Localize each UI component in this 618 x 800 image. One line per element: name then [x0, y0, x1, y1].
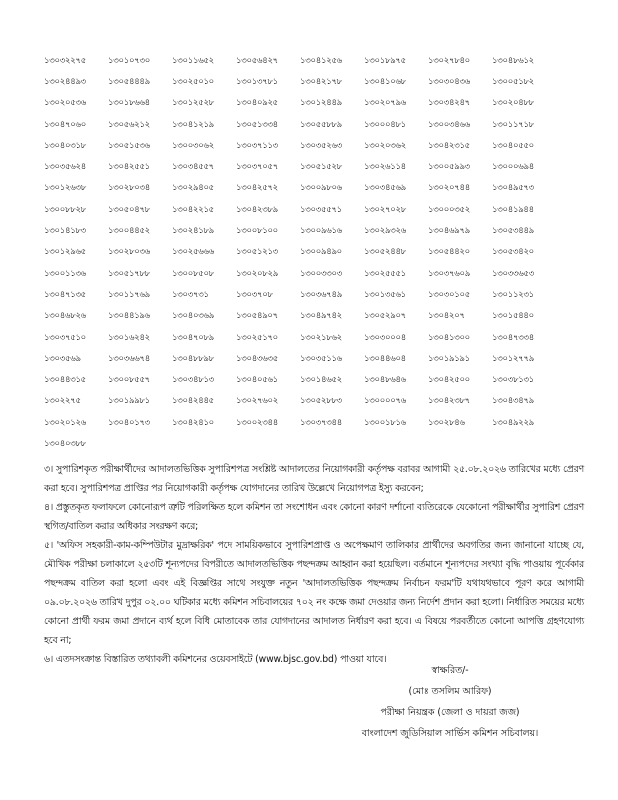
roll-number-cell: ১৩০৪০৫৬১	[236, 374, 278, 385]
roll-number-cell: ১৩০৪৯৫৭৩	[492, 182, 534, 193]
roll-number-cell: ১৩০১১৬৫২	[172, 54, 214, 65]
roll-row	[44, 327, 548, 348]
roll-number-cell: ১৩০৩৫৬২৪	[44, 161, 86, 172]
roll-number-cell: ১৩০৩৪৮১৩	[172, 374, 214, 385]
roll-number-cell: ১৩০১৪৬৫২	[300, 374, 342, 385]
roll-number-cell: ১৩০২০৫৩৬	[44, 97, 86, 108]
roll-number-cell: ১৩০৪৭৩৩৪	[492, 331, 534, 342]
roll-number-cell: ১৩০২৭৬০২	[236, 395, 278, 406]
roll-number-cell: ১৩০২৮০৩৬	[108, 246, 150, 257]
roll-number-cell: ১৩০৪০১৭৩	[108, 416, 150, 427]
roll-row	[44, 391, 548, 412]
roll-number-cell: ১৩০৪২৫০০	[428, 374, 470, 385]
roll-number-cell: ১৩০৪২৪১০	[172, 416, 214, 427]
roll-row	[44, 50, 548, 71]
roll-number-cell: ১৩০২০৭৯৬	[364, 97, 406, 108]
roll-number-cell: ১৩০৩৭১১৩	[236, 139, 278, 150]
roll-row	[44, 263, 548, 284]
roll-number-cell: ১৩০২৪৪৯৩	[44, 75, 86, 86]
roll-row	[44, 93, 548, 114]
roll-row	[44, 199, 548, 220]
roll-number-cell: ১৩০০৮১০০	[236, 225, 278, 236]
roll-number-cell: ১৩০৩৭০৮	[236, 288, 273, 299]
roll-number-cell: ১৩০৫৫৮৮৯	[300, 118, 342, 129]
roll-number-cell: ১৩০৫৪৪৪৯	[108, 75, 150, 86]
roll-number-cell: ১৩০২৭৮৪০	[428, 54, 470, 65]
roll-row	[44, 284, 548, 305]
roll-number-cell: ১৩০৪০৫৫০	[492, 139, 534, 150]
roll-number-cell: ১৩০৩৬৭৪৯	[300, 288, 342, 299]
roll-number-cell: ১৩০৪২৪৪৫	[172, 395, 214, 406]
roll-row	[44, 114, 548, 135]
roll-number-cell: ১৩০৫০৪৭৮	[108, 203, 150, 214]
roll-number-cell: ১৩০০৯৮০৬	[300, 182, 342, 193]
roll-row	[44, 156, 548, 177]
roll-number-cell: ১৩০২৫৫৫১	[364, 267, 406, 278]
roll-number-cell: ১৩০৩২২৭৫	[44, 54, 86, 65]
roll-number-cell: ১৩০৩৭০৫৭	[236, 161, 278, 172]
roll-number-cell: ১৩০২১৮৬২	[300, 331, 342, 342]
roll-number-cell: ১৩০৪৮৬১২	[492, 54, 534, 65]
roll-number-cell: ১৩০৫১৫২৮	[300, 161, 342, 172]
roll-number-cell: ১৩০৫২৮৮৩	[300, 395, 342, 406]
roll-number-cell: ১৩০২৮০৩৪	[108, 182, 150, 193]
roll-row	[44, 242, 548, 263]
roll-number-cell: ১৩০৪১৯৪৪	[492, 203, 534, 214]
roll-number-cell: ১৩০৪১২১৯	[172, 118, 214, 129]
roll-number-cell: ১৩০৩০৪৩৬	[428, 75, 470, 86]
roll-number-cell: ১৩০৪৪৩১৫	[44, 374, 86, 385]
roll-number-cell: ১৩০৪৪১৯৬	[108, 310, 150, 321]
roll-number-cell: ১৩০০০০৭৬	[364, 395, 406, 406]
roll-number-cell: ১৩০১২৬৩৮	[44, 182, 86, 193]
paragraph-3: ৩। সুপারিশকৃত পরীক্ষার্থীদের আদালতভিত্তিক সুপারিশপত্র সংশ্লিষ্ট আদালতের নিয়োগকারী কর্তৃপক্ষ বরাবর আগামী ২৫.০৮.২০২৬ তারিখের মধ্যে প্রেরণ করা হবে। সুপারিশপত্র প্রাপ্তির পর নিয়োগকারী কর্তৃপক্ষ যোগদানের তারিখ উল্লেখে নিয়োগপত্র ইস্যু করবেন;	[44, 464, 584, 494]
roll-number-cell: ১৩০২০৩৬২	[364, 139, 406, 150]
roll-number-cell: ১৩০৩৫৫৭১	[300, 203, 342, 214]
roll-number-table-body	[44, 50, 548, 455]
roll-number-cell: ১৩০২০১২৬	[44, 416, 86, 427]
roll-number-cell: ১৩০১৩৫৬১	[364, 288, 406, 299]
roll-number-cell: ১৩০২৬১১৪	[364, 161, 406, 172]
roll-number-cell: ১৩০৪৮৬৪৬	[364, 374, 406, 385]
roll-number-cell: ১৩০৫২৯০৭	[364, 310, 406, 321]
roll-number-cell: ১৩০০৩০৬২	[172, 139, 214, 150]
signatory-name: (মোঃ তসলিম আরিফ)	[408, 686, 492, 697]
roll-number-cell: ১৩০৫১৫৩৬	[108, 139, 150, 150]
roll-number-cell: ১৩০১২৫২৮	[172, 97, 214, 108]
roll-number-cell: ১৩০৪২৫৭২	[236, 182, 278, 193]
paragraph-5: ৫। 'অফিস সহকারী-কাম-কম্পিউটার মুদ্রাক্ষরিক' পদে সাময়িকভাবে সুপারিশপ্রাপ্ত ও অপেক্ষমাণ তালিকার প্রার্থীদের অবগতির জন্য জানানো যাচ্ছে যে, মৌখিক পরীক্ষা চলাকালে ২৫৩টি শূন্যপদের বিপরীতে আদালতভিত্তিক পছন্দক্রম আহ্বান করা হয়েছিল। বর্তমানে শূন্যপদের সংখ্যা বৃদ্ধি পাওয়ায় পূর্বেকার পছন্দক্রম বাতিল করা হলো এবং এই বিজ্ঞপ্তির সাথে সংযুক্ত নতুন 'আদালতভিত্তিক পছন্দক্রম নির্বাচন ফরম'টি যথাযথভাবে পূরণ করে আগামী ০৯.০৮.২০২৬ তারিখ দুপুর ০২.০০ ঘটিকার মধ্যে কমিশন সচিবালয়ের ৭০২ নং কক্ষে জমা দেওয়ার জন্য নির্দেশ প্রদান করা হলো। নির্ধারিত সময়ের মধ্যে কোনো প্রার্থী ফরম জমা প্রদানে ব্যর্থ হলে বিধি মোতাবেক তার যোগদানের আদালত নির্ধারণ করা হবে। এ বিষয়ে পরবর্তীতে কোনো আপত্তি গ্রহণযোগ্য হবে না;	[44, 540, 584, 646]
roll-number-cell: ১৩০৪০৩৮৮	[44, 437, 86, 448]
roll-row	[44, 433, 548, 454]
roll-number-cell: ১৩০১০৭৩০	[108, 54, 150, 65]
roll-number-cell: ১৩০৪২০৭	[428, 310, 465, 321]
roll-number-cell: ১৩০৪২৫৫১	[108, 161, 150, 172]
notice-paragraphs	[44, 460, 584, 669]
roll-row	[44, 412, 548, 433]
roll-number-cell: ১৩০০৫৯৯৩	[428, 161, 470, 172]
roll-number-cell: ১৩০২৫০১০	[172, 75, 214, 86]
roll-number-cell: ১৩০৩৫৬৯	[44, 352, 81, 363]
signature-block	[320, 660, 580, 744]
roll-number-cell: ১৩০৩৩৬৫৩	[492, 267, 534, 278]
roll-number-cell: ১৩০৩০১০৫	[428, 288, 470, 299]
roll-row	[44, 220, 548, 241]
roll-number-cell: ১৩০১৯৯৮১	[108, 395, 150, 406]
roll-number-cell: ১৩০৫১২১৩	[236, 246, 278, 257]
roll-number-cell: ১৩০৪১০৬৮	[364, 75, 406, 86]
roll-number-cell: ১৩০৪৬৮২৬	[44, 310, 86, 321]
roll-number-cell: ১৩০৪৪৬০৪	[364, 352, 406, 363]
roll-number-cell: ১৩০৪৭০৬০	[44, 118, 86, 129]
roll-number-cell: ১৩০৪২৩১৫	[428, 139, 470, 150]
roll-number-cell: ১৩০৪৯৭৪২	[300, 310, 342, 321]
roll-number-cell: ১৩০১৫৪৪০	[492, 310, 534, 321]
roll-number-cell: ১৩০০০৬৯৪	[492, 161, 534, 172]
roll-number-cell: ১৩০১৩৭৮১	[236, 75, 278, 86]
roll-row	[44, 135, 548, 156]
roll-number-cell: ১৩০৫৬৪২৭	[236, 54, 278, 65]
roll-number-cell: ১৩০১২৭৭৯	[492, 352, 534, 363]
roll-number-cell: ১৩০১২৪৪৯	[300, 97, 342, 108]
roll-number-cell: ১৩০৫২৪৪৮	[364, 246, 406, 257]
paragraph-4: ৪। প্রস্তুতকৃত ফলাফলে কোনোরূপ ত্রুটি পরিলক্ষিত হলে কমিশন তা সংশোধন এবং কোনো কারণ দর্শানো ব্যতিরেকে যেকোনো পরীক্ষার্থীর সুপারিশ প্রেরণ স্থগিত/বাতিল করার অধিকার সংরক্ষণ করে;	[44, 502, 584, 532]
roll-number-cell: ১৩০৫১৩৩৪	[236, 118, 278, 129]
signatory-designation: পরীক্ষা নিয়ন্ত্রক (জেলা ও দায়রা জজ)	[380, 707, 520, 718]
roll-number-cell: ১৩০৩৮১৩১	[492, 374, 534, 385]
roll-number-cell: ১৩০৩৪২৪৭	[428, 97, 470, 108]
roll-number-cell: ১৩০০২৩৪৪	[236, 416, 278, 427]
roll-number-cell: ১৩০৪৯২২৯	[492, 416, 534, 427]
roll-number-cell: ১৩০৫১৭৮৮	[108, 267, 150, 278]
roll-number-cell: ১৩০২০৪৮৮	[492, 97, 534, 108]
roll-number-cell: ১৩০৩৭৩৪৪	[300, 416, 342, 427]
roll-row	[44, 369, 548, 390]
roll-number-cell: ১৩০১৯১৯১	[428, 352, 470, 363]
roll-number-cell: ১৩০৩৭৫১০	[44, 331, 86, 342]
roll-number-table	[44, 50, 548, 455]
roll-number-cell: ১৩০৫৩৪৪৯	[492, 225, 534, 236]
signatory-office: বাংলাদেশ জুডিসিয়াল সার্ভিস কমিশন সচিবালয়।	[361, 728, 539, 739]
roll-number-cell: ১৩০৪২১৭৮	[300, 75, 342, 86]
roll-number-cell: ১৩০৪০৩১৮	[44, 139, 86, 150]
roll-number-cell: ১৩০১৮৯৭৫	[364, 54, 406, 65]
roll-number-cell: ১৩০১৬২৪২	[108, 331, 150, 342]
roll-number-cell: ১৩০২৪১৮৯	[172, 225, 214, 236]
roll-number-cell: ১৩০০৫১৮২	[492, 75, 534, 86]
roll-number-cell: ১৩০১১৭৬৯	[108, 288, 150, 299]
roll-number-cell: ১৩০০৪৪৫২	[108, 225, 150, 236]
roll-number-cell: ১৩০০৩৪৬৬	[428, 118, 470, 129]
roll-number-cell: ১৩০০৯৪৯০	[300, 246, 342, 257]
roll-number-cell: ১৩০২৭০২৮	[364, 203, 406, 214]
roll-number-cell: ১৩০৩৭৩১	[172, 288, 209, 299]
roll-number-cell: ১৩০২০৭৪৪	[428, 182, 470, 193]
roll-number-cell: ১৩০১১২৩১	[492, 288, 534, 299]
roll-number-cell: ১৩০০১৮১৬	[364, 416, 406, 427]
roll-number-cell: ১৩০০০৪৮১	[364, 118, 406, 129]
roll-number-cell: ১৩০৪৭০৮৯	[172, 331, 214, 342]
roll-number-cell: ১৩০৪৩৬৩৫	[236, 352, 278, 363]
roll-number-cell: ১৩০৪৮৮৯৮	[172, 352, 214, 363]
roll-number-cell: ১৩০৪২২১৫	[172, 203, 214, 214]
roll-number-cell: ১৩০৪২৩৮৭	[428, 395, 470, 406]
roll-number-cell: ১৩০৫৬২১২	[108, 118, 150, 129]
roll-number-cell: ১৩০২৯৪০৫	[172, 182, 214, 193]
roll-number-cell: ১৩০৩৪৫৫৭	[172, 161, 214, 172]
roll-number-cell: ১৩০০০৩৫২	[428, 203, 470, 214]
roll-number-cell: ১৩০২২৭৫	[44, 395, 81, 406]
roll-number-cell: ১৩০৪১৩০০	[428, 331, 470, 342]
roll-number-cell: ১৩০৩৫১১৬	[300, 352, 342, 363]
roll-number-cell: ১৩০২৮৪৬	[428, 416, 465, 427]
roll-row	[44, 178, 548, 199]
roll-number-cell: ১৩০৪১২৫৬	[300, 54, 342, 65]
roll-number-cell: ১৩০৩৫২৬৩	[300, 139, 342, 150]
signed-mark: স্বাক্ষরিত/-	[431, 665, 469, 676]
roll-number-cell: ১৩০২৯৩২৬	[364, 225, 406, 236]
roll-number-cell: ১৩০২০৮২৯	[236, 267, 278, 278]
roll-number-cell: ১৩০০৯৬১৬	[300, 225, 342, 236]
roll-number-cell: ১৩০৪৭১৩৫	[44, 288, 86, 299]
roll-number-cell: ১৩০১২৯৬৫	[44, 246, 86, 257]
roll-row	[44, 306, 548, 327]
roll-number-cell: ১৩০০১১৩৬	[44, 267, 86, 278]
roll-number-cell: ১৩০২৫৬৬৬	[172, 246, 214, 257]
roll-number-cell: ১৩০৩৬৬৭৪	[108, 352, 150, 363]
roll-number-cell: ১৩০০৩৩০৩	[300, 267, 342, 278]
roll-number-cell: ১৩০৩৪৫৬৯	[364, 182, 406, 193]
roll-number-cell: ১৩০৩৭৬০৯	[428, 267, 470, 278]
paragraph-6: ৬। এতদসংক্রান্ত বিস্তারিত তথ্যাবলী কমিশনের ওয়েবসাইটে (www.bjsc.gov.bd) পাওয়া যাবে।	[44, 654, 387, 665]
roll-number-cell: ১৩০০৮৮২৮	[44, 203, 86, 214]
roll-number-cell: ১৩০১১৭১৮	[492, 118, 534, 129]
roll-number-cell: ১৩০২৫১৭০	[236, 331, 278, 342]
roll-number-cell: ১৩০৪০৩৬৯	[172, 310, 214, 321]
roll-number-cell: ১৩০৫৪৯০৭	[236, 310, 278, 321]
roll-number-cell: ১৩০৩০০০৪	[364, 331, 406, 342]
roll-number-cell: ১৩০৫৪৪২০	[428, 246, 470, 257]
roll-number-cell: ১৩০৪৩৪৭৯	[492, 395, 534, 406]
roll-number-cell: ১৩০৪০৯২৫	[236, 97, 278, 108]
roll-row	[44, 71, 548, 92]
roll-number-cell: ১৩০৪৬৯৭৯	[428, 225, 470, 236]
roll-number-cell: ১৩০১৮৬৬৪	[108, 97, 150, 108]
roll-row	[44, 348, 548, 369]
roll-number-cell: ১৩০৫৩৪২০	[492, 246, 534, 257]
roll-number-cell: ১৩০৪২৩৮৯	[236, 203, 278, 214]
roll-number-cell: ১৩০০৮৫০৮	[172, 267, 214, 278]
roll-number-cell: ১৩০০৮৫৫৭	[108, 374, 150, 385]
roll-number-cell: ১৩০১৪১৮৩	[44, 225, 86, 236]
